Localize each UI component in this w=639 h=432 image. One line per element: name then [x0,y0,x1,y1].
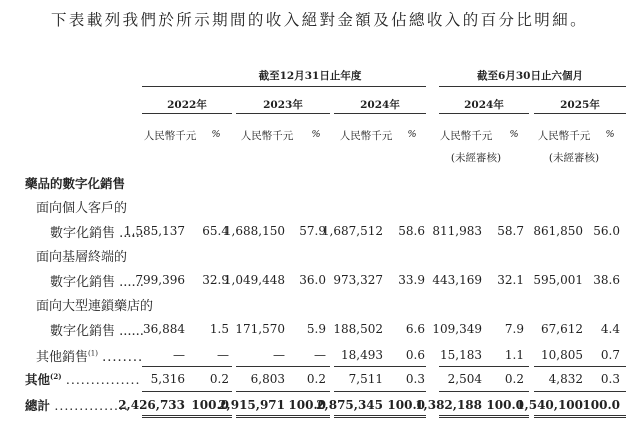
total-pct-cell: 100.0 [387,398,425,412]
pct-cell: 0.2 [306,372,326,386]
pct-cell: 57.9 [299,224,326,238]
pct-header: % [407,129,417,140]
pct-cell: 38.6 [593,273,620,287]
total-value-cell: 2,426,733 [118,398,185,412]
pct-cell: 0.3 [600,372,620,386]
total-rule [334,391,426,392]
total-value-cell: 1,382,188 [415,398,482,412]
pct-cell: 0.3 [405,372,425,386]
total-rule [534,391,626,392]
total-pct-cell: 100.0 [288,398,326,412]
total-label: 總計 ............... [25,398,129,413]
other-label: 其他$^{(2)}$ ............... [25,371,141,387]
value-cell: 1,688,150 [223,224,285,238]
unit-header: 人民幣千元 [439,130,493,142]
total-double-rule [334,415,426,418]
total-value-cell: 2,875,345 [316,398,383,412]
total-rule [439,391,529,392]
value-cell: — [273,348,285,362]
total-value-cell: 1,540,100 [516,398,583,412]
total-pct-cell: 100.0 [191,398,229,412]
value-cell: 15,183 [440,348,482,362]
value-cell: 10,805 [541,348,583,362]
year-rule-2025-h1 [534,113,626,114]
unaudited-note: (未經審核) [450,152,502,164]
pct-cell: 7.9 [504,322,524,336]
value-cell: 595,001 [533,273,583,287]
value-cell: 2,504 [447,372,482,386]
value-cell: — [173,348,185,362]
pct-header: % [509,129,519,140]
year-rule-2023 [236,113,330,114]
period-six-months-header: 截至6月30日止六個月 [477,70,583,82]
row-label-top: 面向個人客戶的 [36,201,128,216]
period-annual-header: 截至12月31日止年度 [258,70,362,82]
pct-cell: 4.4 [600,322,620,336]
total-rule [236,391,330,392]
value-cell: 7,511 [348,372,383,386]
unit-header: 人民幣千元 [537,130,591,142]
pct-cell: 32.9 [202,273,229,287]
value-cell: 861,850 [533,224,583,238]
pct-cell: 5.9 [306,322,326,336]
value-cell: 171,570 [235,322,285,336]
value-cell: 799,396 [135,273,185,287]
unit-header: 人民幣千元 [339,130,393,142]
intro-text: 下表載列我們於所示期間的收入絕對金額及佔總收入的百分比明細。 [51,11,589,29]
row-label: 數字化銷售 ...... [50,226,144,241]
year-rule-2024-h1 [439,113,529,114]
total-double-rule [142,415,232,418]
pct-cell: 0.2 [209,372,229,386]
value-cell: 36,884 [143,322,185,336]
pct-cell: 58.7 [497,224,524,238]
value-cell: 67,612 [541,322,583,336]
pct-cell: 65.4 [202,224,229,238]
unit-header: 人民幣千元 [143,130,197,142]
row-label-top: 面向基層終端的 [36,250,128,265]
row-label-top: 面向大型連鎖藥店的 [36,299,154,314]
pct-cell: 0.6 [405,348,425,362]
pct-cell: 0.7 [600,348,620,362]
year-header-2024: 2024年 [360,99,400,111]
subtotal-rule [334,366,426,367]
total-rule [142,391,232,392]
pct-cell: 0.2 [504,372,524,386]
pct-cell: 32.1 [497,273,524,287]
value-cell: 1,687,512 [321,224,383,238]
subtotal-rule [142,366,232,367]
value-cell: 973,327 [333,273,383,287]
total-pct-cell: 100.0 [486,398,524,412]
annual-header-rule [142,86,426,87]
value-cell: 1,049,448 [223,273,285,287]
pct-cell: 1.1 [504,348,524,362]
pct-cell: 1.5 [209,322,229,336]
value-cell: 188,502 [333,322,383,336]
unit-header: 人民幣千元 [240,130,294,142]
value-cell: 109,349 [432,322,482,336]
year-rule-2022 [142,113,232,114]
value-cell: 1,585,137 [123,224,185,238]
value-cell: 811,983 [432,224,482,238]
year-header-2023: 2023年 [263,99,303,111]
subtotal-rule [236,366,330,367]
total-double-rule [236,415,330,418]
row-label: 數字化銷售 ...... [50,275,144,290]
pct-cell: 36.0 [299,273,326,287]
year-header-2022: 2022年 [167,99,207,111]
value-cell: 4,832 [548,372,583,386]
pct-cell: — [217,348,229,362]
total-double-rule [534,415,626,418]
pct-cell: 6.6 [405,322,425,336]
total-value-cell: 2,915,971 [218,398,285,412]
pct-header: % [311,129,321,140]
pct-header: % [605,129,615,140]
row-label: 數字化銷售 ...... [50,324,144,339]
value-cell: 18,493 [341,348,383,362]
pct-cell: 56.0 [593,224,620,238]
total-double-rule [439,415,529,418]
year-header-2024-h1: 2024年 [464,99,504,111]
year-header-2025-h1: 2025年 [560,99,600,111]
subtotal-rule [439,366,529,367]
value-cell: 443,169 [432,273,482,287]
section-heading: 藥品的數字化銷售 [25,176,126,191]
row-label: 其他銷售$^{(1)}$ ........ [36,349,144,365]
pct-header: % [211,129,221,140]
pct-cell: 58.6 [398,224,425,238]
value-cell: 5,316 [150,372,185,386]
pct-cell: — [314,348,326,362]
total-pct-cell: 100.0 [582,398,620,412]
subtotal-rule [534,366,626,367]
unaudited-note: (未經審核) [548,152,600,164]
six-months-header-rule [439,86,626,87]
value-cell: 6,803 [250,372,285,386]
year-rule-2024 [334,113,426,114]
pct-cell: 33.9 [398,273,425,287]
